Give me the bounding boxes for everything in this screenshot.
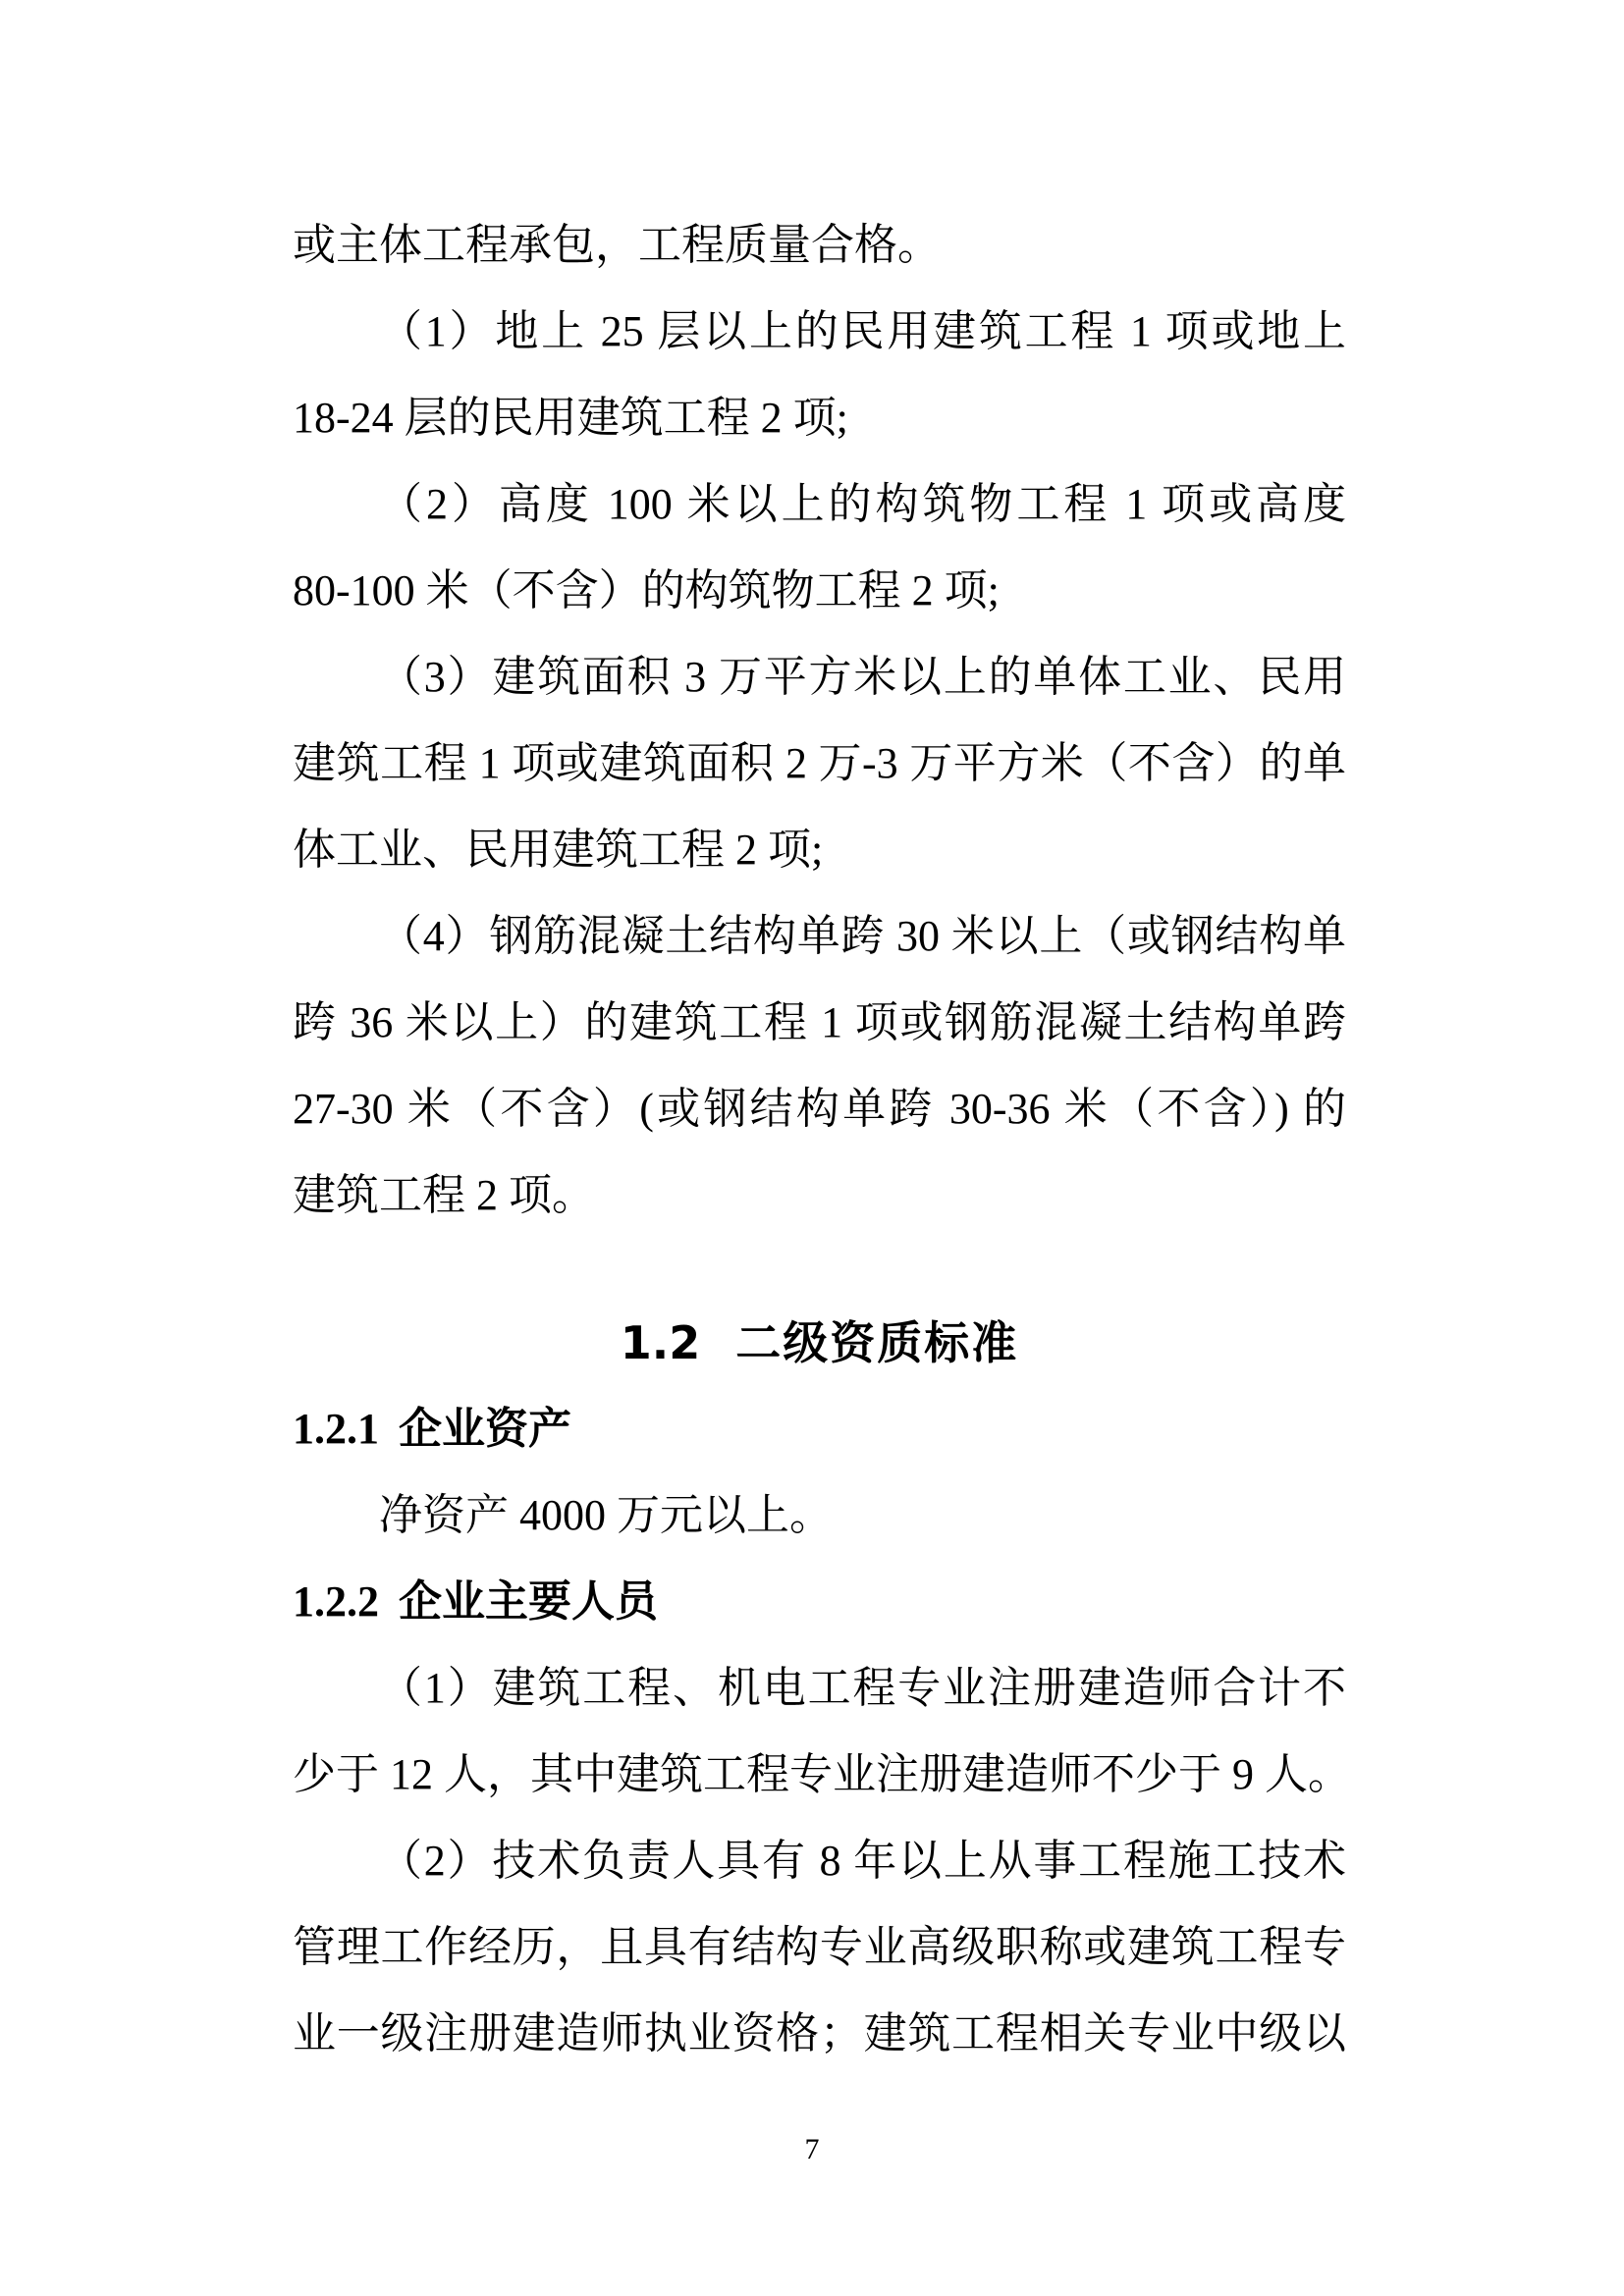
- subsection-number: 1.2.1: [293, 1405, 379, 1453]
- paragraph-line: 少于 12 人，其中建筑工程专业注册建造师不少于 9 人。: [293, 1750, 1351, 1798]
- paragraph-line: （1）建筑工程、机电工程专业注册建造师合计不: [379, 1664, 1346, 1712]
- paragraph-line: 业一级注册建造师执业资格；建筑工程相关专业中级以: [293, 2009, 1346, 2057]
- subsection-title: 企业主要人员: [399, 1577, 658, 1626]
- paragraph-line: （4）钢筋混凝土结构单跨 30 米以上（或钢结构单: [379, 912, 1346, 960]
- paragraph-line: 建筑工程 1 项或建筑面积 2 万-3 万平方米（不含）的单: [293, 739, 1346, 787]
- document-content: [293, 202, 1351, 2077]
- section-heading-number: 1.2: [620, 1316, 701, 1369]
- paragraph-line: 建筑工程 2 项。: [293, 1171, 595, 1219]
- section-heading: [293, 1300, 1346, 1386]
- paragraph-line: 80-100 米（不含）的构筑物工程 2 项;: [293, 566, 1000, 614]
- subsection-title: 企业资产: [399, 1405, 571, 1453]
- page-number: 7: [804, 2133, 820, 2165]
- paragraph-line: 18-24 层的民用建筑工程 2 项;: [293, 394, 848, 442]
- subsection-number: 1.2.2: [293, 1577, 379, 1626]
- paragraph-line: （2）技术负责人具有 8 年以上从事工程施工技术: [379, 1837, 1346, 1885]
- paragraph-line: 跨 36 米以上）的建筑工程 1 项或钢筋混凝土结构单跨: [293, 998, 1346, 1046]
- paragraph-line: 或主体工程承包，工程质量合格。: [293, 221, 941, 269]
- paragraph-line: 净资产 4000 万元以上。: [379, 1491, 833, 1539]
- paragraph-line: 管理工作经历，且具有结构专业高级职称或建筑工程专: [293, 1923, 1346, 1971]
- subsection-heading-personnel: [293, 1559, 1346, 1645]
- section-heading-title: 二级资质标准: [735, 1316, 1019, 1369]
- paragraph-line: （2）高度 100 米以上的构筑物工程 1 项或高度: [379, 480, 1346, 528]
- paragraph-line: 27-30 米（不含）(或钢结构单跨 30-36 米（不含）) 的: [293, 1085, 1346, 1133]
- paragraph-line: （3）建筑面积 3 万平方米以上的单体工业、民用: [379, 653, 1346, 701]
- paragraph-line: 体工业、民用建筑工程 2 项;: [293, 826, 824, 874]
- subsection-heading-assets: [293, 1386, 1346, 1472]
- paragraph-line: （1）地上 25 层以上的民用建筑工程 1 项或地上: [379, 307, 1346, 355]
